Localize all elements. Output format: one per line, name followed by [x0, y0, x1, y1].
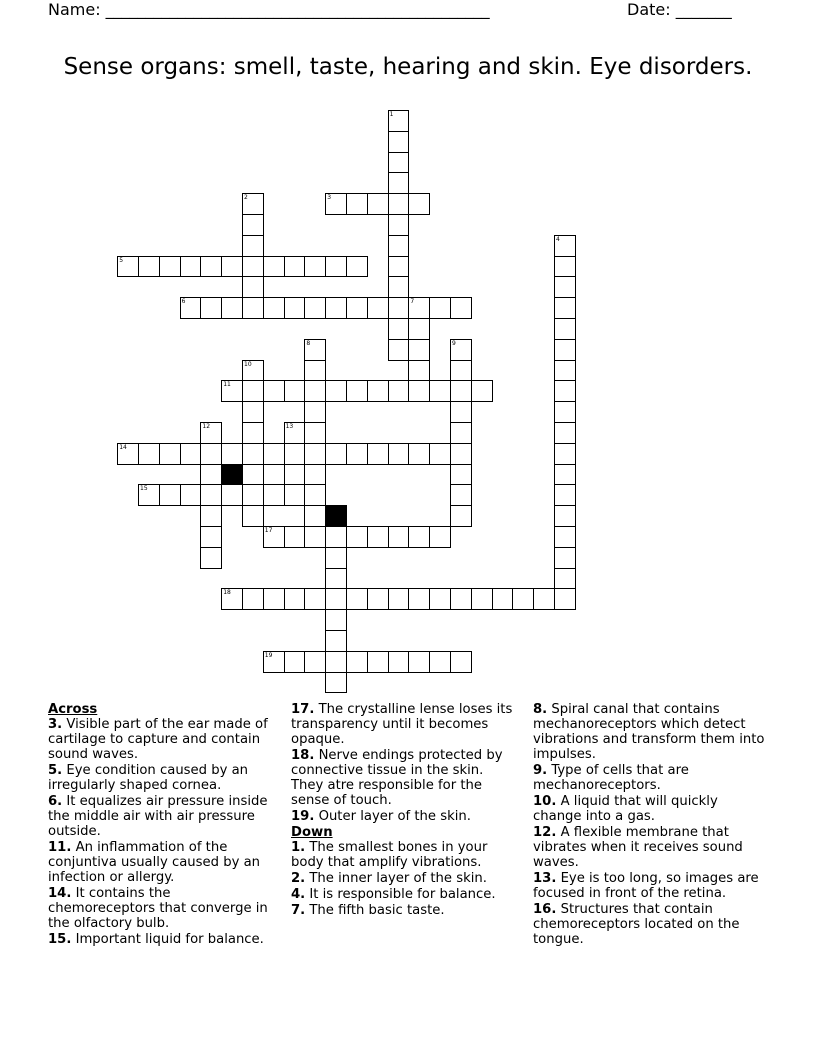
answer-cell[interactable]: [284, 588, 306, 610]
answer-cell[interactable]: [450, 505, 472, 527]
answer-cell[interactable]: [554, 360, 576, 382]
clue-item-number: 11.: [48, 840, 72, 855]
answer-cell[interactable]: [346, 380, 368, 402]
clue-number: 1: [389, 111, 394, 118]
answer-cell[interactable]: [388, 297, 410, 319]
answer-cell[interactable]: [388, 110, 410, 132]
answer-cell[interactable]: [200, 505, 222, 527]
answer-cell[interactable]: [388, 172, 410, 194]
answer-cell[interactable]: [429, 526, 451, 548]
clue-number: 6: [181, 298, 186, 306]
clue-number: 13: [285, 423, 294, 430]
answer-cell[interactable]: [263, 464, 285, 486]
answer-cell[interactable]: [408, 443, 430, 465]
answer-cell[interactable]: [221, 588, 243, 610]
answer-cell[interactable]: [242, 401, 264, 423]
answer-cell[interactable]: [117, 443, 139, 465]
clue-item-text: Eye is too long, so images are focused in front of the retina.: [533, 871, 759, 901]
clue-item: [291, 840, 519, 870]
clue-item-text: The inner layer of the skin.: [305, 871, 487, 886]
answer-cell[interactable]: [284, 380, 306, 402]
answer-cell[interactable]: [284, 484, 306, 506]
answer-cell[interactable]: [471, 380, 493, 402]
answer-cell[interactable]: [284, 464, 306, 486]
answer-cell[interactable]: [284, 651, 306, 673]
answer-cell[interactable]: [263, 297, 285, 319]
answer-cell[interactable]: [429, 443, 451, 465]
answer-cell[interactable]: [242, 235, 264, 257]
answer-cell[interactable]: [242, 297, 264, 319]
across-clue-list: [48, 717, 276, 947]
clue-number: 16: [327, 506, 335, 514]
answer-cell[interactable]: [554, 464, 576, 486]
clue-item-text: The crystalline lense loses its transparency until it becomes opaque.: [291, 702, 513, 747]
answer-cell[interactable]: [408, 526, 430, 548]
answer-cell[interactable]: [304, 651, 326, 673]
answer-cell[interactable]: [554, 422, 576, 444]
answer-cell[interactable]: [242, 276, 264, 298]
clue-item-text: A flexible membrane that vibrates when it receives sound waves.: [533, 825, 743, 870]
answer-cell[interactable]: [388, 256, 410, 278]
clue-item-text: Eye condition caused by an irregularly shaped cornea.: [48, 763, 249, 793]
clue-item: [533, 871, 765, 901]
answer-cell[interactable]: [304, 526, 326, 548]
answer-cell[interactable]: [242, 464, 264, 486]
clue-item-number: 6.: [48, 794, 63, 809]
answer-cell[interactable]: [304, 401, 326, 423]
clue-item: [291, 887, 519, 902]
answer-cell[interactable]: [429, 651, 451, 673]
clue-item-number: 14.: [48, 886, 72, 901]
name-field-line[interactable]: Name: ________________________________________________: [48, 0, 490, 19]
answer-cell[interactable]: [200, 464, 222, 486]
clue-item-text: It is responsible for balance.: [305, 887, 496, 902]
answer-cell[interactable]: [450, 380, 472, 402]
answer-cell[interactable]: [346, 651, 368, 673]
clue-number: 8: [306, 339, 311, 347]
clue-item: [48, 717, 276, 762]
answer-cell[interactable]: [242, 380, 264, 402]
answer-cell[interactable]: [304, 297, 326, 319]
black-square: [221, 464, 243, 486]
answer-cell[interactable]: [554, 443, 576, 465]
clue-item: [291, 809, 519, 824]
answer-cell[interactable]: [221, 443, 243, 465]
answer-cell[interactable]: [263, 484, 285, 506]
clue-item-text: Type of cells that are mechanoreceptors.: [533, 763, 689, 793]
answer-cell[interactable]: [304, 443, 326, 465]
answer-cell[interactable]: [388, 131, 410, 153]
answer-cell[interactable]: [263, 380, 285, 402]
answer-cell[interactable]: [346, 526, 368, 548]
answer-cell[interactable]: [450, 422, 472, 444]
answer-cell[interactable]: [221, 380, 243, 402]
answer-cell[interactable]: [159, 256, 181, 278]
answer-cell[interactable]: [346, 193, 368, 215]
clue-item: [291, 903, 519, 918]
clue-item-number: 17.: [291, 702, 315, 717]
clue-item-number: 10.: [533, 794, 557, 809]
clue-number: 3: [327, 194, 332, 202]
clue-item-text: Structures that contain chemoreceptors located on the tongue.: [533, 902, 740, 947]
answer-cell[interactable]: [325, 547, 347, 569]
clue-item-text: The smallest bones in your body that amplify vibrations.: [291, 840, 488, 870]
clue-item-number: 5.: [48, 763, 63, 778]
clue-number: 2: [244, 194, 248, 202]
answer-cell[interactable]: [325, 193, 347, 215]
clues-column-3: [533, 702, 765, 948]
answer-cell[interactable]: [388, 339, 410, 361]
clue-number: 5: [119, 256, 124, 264]
date-field-line[interactable]: Date: _______: [627, 0, 732, 19]
answer-cell[interactable]: [200, 256, 222, 278]
clue-item-text: Visible part of the ear made of cartilage to capture and contain sound waves.: [48, 717, 268, 762]
answer-cell[interactable]: [346, 297, 368, 319]
answer-cell[interactable]: [242, 214, 264, 236]
answer-cell[interactable]: [304, 339, 326, 361]
answer-cell[interactable]: [200, 547, 222, 569]
clue-item: [291, 871, 519, 886]
answer-cell[interactable]: [554, 256, 576, 278]
answer-cell[interactable]: [263, 256, 285, 278]
answer-cell[interactable]: [554, 401, 576, 423]
answer-cell[interactable]: [388, 526, 410, 548]
answer-cell[interactable]: [408, 297, 430, 319]
answer-cell[interactable]: [325, 651, 347, 673]
clue-item-text: The fifth basic taste.: [305, 903, 445, 918]
clue-number: 17: [264, 527, 273, 534]
answer-cell[interactable]: [200, 484, 222, 506]
answer-cell[interactable]: [346, 588, 368, 610]
answer-cell[interactable]: [304, 505, 326, 527]
clue-item: [291, 702, 519, 747]
answer-cell[interactable]: [200, 297, 222, 319]
clue-number: 18: [223, 589, 231, 597]
clue-item-text: Important liquid for balance.: [71, 932, 264, 947]
answer-cell[interactable]: [388, 443, 410, 465]
clue-item-number: 18.: [291, 748, 315, 763]
page-title: Sense organs: smell, taste, hearing and skin. Eye disorders.: [63, 54, 753, 80]
clue-item-number: 15.: [48, 932, 72, 947]
answer-cell[interactable]: [429, 380, 451, 402]
answer-cell[interactable]: [159, 484, 181, 506]
clue-number: 10: [244, 360, 252, 368]
answer-cell[interactable]: [388, 318, 410, 340]
black-square: [325, 505, 347, 527]
clue-item: [533, 794, 765, 824]
answer-cell[interactable]: [200, 443, 222, 465]
clue-item-number: 2.: [291, 871, 306, 886]
clue-item-text: It contains the chemoreceptors that converge in the olfactory bulb.: [48, 886, 268, 931]
answer-cell[interactable]: [242, 422, 264, 444]
clue-number: 12: [202, 423, 211, 430]
answer-cell[interactable]: [367, 193, 389, 215]
answer-cell[interactable]: [388, 235, 410, 257]
clue-item-number: 1.: [291, 840, 306, 855]
answer-cell[interactable]: [450, 360, 472, 382]
answer-cell[interactable]: [138, 443, 160, 465]
answer-cell[interactable]: [554, 505, 576, 527]
clue-item-number: 7.: [291, 903, 306, 918]
answer-cell[interactable]: [242, 193, 264, 215]
clue-number: 14: [119, 443, 127, 451]
answer-cell[interactable]: [325, 630, 347, 652]
clue-item: [533, 902, 765, 947]
answer-cell[interactable]: [554, 339, 576, 361]
clue-item-text: It equalizes air pressure inside the middle air with air pressure outside.: [48, 794, 268, 839]
clue-item-text: Nerve endings protected by connective tissue in the skin. They atre responsible for the sense of touch.: [291, 748, 503, 808]
answer-cell[interactable]: [554, 297, 576, 319]
answer-cell[interactable]: [242, 588, 264, 610]
answer-cell[interactable]: [554, 547, 576, 569]
answer-cell[interactable]: [492, 588, 514, 610]
answer-cell[interactable]: [346, 256, 368, 278]
answer-cell[interactable]: [408, 360, 430, 382]
clue-item-number: 8.: [533, 702, 548, 717]
answer-cell[interactable]: [325, 443, 347, 465]
clue-item: [291, 748, 519, 808]
answer-cell[interactable]: [263, 526, 285, 548]
across-clue-list-continued: [291, 702, 519, 824]
answer-cell[interactable]: [450, 651, 472, 673]
clue-item-number: 9.: [533, 763, 548, 778]
clue-item-number: 19.: [291, 809, 315, 824]
answer-cell[interactable]: [200, 526, 222, 548]
answer-cell[interactable]: [512, 588, 534, 610]
clue-item: [533, 702, 765, 762]
clue-item-text: Spiral canal that contains mechanoreceptors which detect vibrations and transform them into impulses.: [533, 702, 765, 762]
answer-cell[interactable]: [304, 422, 326, 444]
answer-cell[interactable]: [450, 443, 472, 465]
answer-cell[interactable]: [367, 443, 389, 465]
answer-cell[interactable]: [388, 651, 410, 673]
answer-cell[interactable]: [263, 588, 285, 610]
answer-cell[interactable]: [554, 318, 576, 340]
answer-cell[interactable]: [388, 152, 410, 174]
answer-cell[interactable]: [450, 484, 472, 506]
answer-cell[interactable]: [242, 360, 264, 382]
answer-cell[interactable]: [180, 443, 202, 465]
clue-item-number: 16.: [533, 902, 557, 917]
answer-cell[interactable]: [408, 380, 430, 402]
answer-cell[interactable]: [304, 256, 326, 278]
answer-cell[interactable]: [388, 214, 410, 236]
answer-cell[interactable]: [242, 256, 264, 278]
answer-cell[interactable]: [554, 526, 576, 548]
answer-cell[interactable]: [450, 588, 472, 610]
answer-cell[interactable]: [554, 235, 576, 257]
clue-item: [48, 840, 276, 885]
clue-item-number: 4.: [291, 887, 306, 902]
clue-number: 7: [410, 298, 415, 306]
answer-cell[interactable]: [304, 464, 326, 486]
down-heading: Down: [291, 825, 333, 840]
clue-item-text: Outer layer of the skin.: [314, 809, 471, 824]
answer-cell[interactable]: [117, 256, 139, 278]
answer-cell[interactable]: [325, 380, 347, 402]
answer-cell[interactable]: [533, 588, 555, 610]
answer-cell[interactable]: [221, 256, 243, 278]
answer-cell[interactable]: [159, 443, 181, 465]
clue-item-number: 13.: [533, 871, 557, 886]
answer-cell[interactable]: [221, 297, 243, 319]
clue-item: [48, 932, 276, 947]
clue-number: 11: [223, 381, 231, 389]
across-heading: Across: [48, 702, 98, 717]
clues-column-2: [291, 702, 519, 919]
answer-cell[interactable]: [138, 256, 160, 278]
answer-cell[interactable]: [180, 484, 202, 506]
answer-cell[interactable]: [554, 276, 576, 298]
answer-cell[interactable]: [367, 526, 389, 548]
clue-item-text: An inflammation of the conjuntiva usually caused by an infection or allergy.: [48, 840, 261, 885]
answer-cell[interactable]: [450, 339, 472, 361]
answer-cell[interactable]: [408, 588, 430, 610]
answer-cell[interactable]: [408, 193, 430, 215]
answer-cell[interactable]: [180, 256, 202, 278]
answer-cell[interactable]: [367, 297, 389, 319]
answer-cell[interactable]: [388, 588, 410, 610]
answer-cell[interactable]: [367, 380, 389, 402]
answer-cell[interactable]: [325, 297, 347, 319]
answer-cell[interactable]: [554, 380, 576, 402]
answer-cell[interactable]: [304, 484, 326, 506]
answer-cell[interactable]: [450, 401, 472, 423]
answer-cell[interactable]: [242, 443, 264, 465]
answer-cell[interactable]: [450, 464, 472, 486]
answer-cell[interactable]: [138, 484, 160, 506]
clue-item-text: A liquid that will quickly change into a gas.: [533, 794, 718, 824]
answer-cell[interactable]: [554, 568, 576, 590]
answer-cell[interactable]: [325, 672, 347, 694]
answer-cell[interactable]: [471, 588, 493, 610]
answer-cell[interactable]: [325, 256, 347, 278]
answer-cell[interactable]: [554, 588, 576, 610]
answer-cell[interactable]: [367, 588, 389, 610]
answer-cell[interactable]: [325, 609, 347, 631]
clue-item-number: 3.: [48, 717, 63, 732]
answer-cell[interactable]: [284, 526, 306, 548]
answer-cell[interactable]: [304, 380, 326, 402]
answer-cell[interactable]: [450, 297, 472, 319]
answer-cell[interactable]: [284, 422, 306, 444]
answer-cell[interactable]: [304, 588, 326, 610]
down-clue-list: [291, 840, 519, 918]
answer-cell[interactable]: [408, 318, 430, 340]
down-clue-list-continued: [533, 702, 765, 947]
answer-cell[interactable]: [429, 297, 451, 319]
answer-cell[interactable]: [408, 651, 430, 673]
answer-cell[interactable]: [284, 256, 306, 278]
clue-number: 19: [264, 651, 273, 659]
clue-item: [533, 763, 765, 793]
answer-cell[interactable]: [388, 380, 410, 402]
answer-cell[interactable]: [242, 484, 264, 506]
clue-number: 4: [556, 235, 560, 243]
clue-item: [48, 886, 276, 931]
answer-cell[interactable]: [408, 339, 430, 361]
clue-item: [533, 825, 765, 870]
clue-item: [48, 763, 276, 793]
answer-cell[interactable]: [367, 651, 389, 673]
answer-cell[interactable]: [284, 297, 306, 319]
answer-cell[interactable]: [388, 193, 410, 215]
answer-cell[interactable]: [180, 297, 202, 319]
answer-cell[interactable]: [346, 443, 368, 465]
answer-cell[interactable]: [200, 422, 222, 444]
answer-cell[interactable]: [284, 443, 306, 465]
clue-item: [48, 794, 276, 839]
clue-number: 15: [140, 485, 148, 493]
answer-cell[interactable]: [242, 505, 264, 527]
answer-cell[interactable]: [263, 651, 285, 673]
answer-cell[interactable]: [325, 568, 347, 590]
answer-cell[interactable]: [325, 526, 347, 548]
clues-column-1: [48, 702, 276, 948]
answer-cell[interactable]: [554, 484, 576, 506]
answer-cell[interactable]: [429, 588, 451, 610]
clue-number: 9: [452, 339, 456, 347]
clue-item-number: 12.: [533, 825, 557, 840]
answer-cell[interactable]: [263, 443, 285, 465]
answer-cell[interactable]: [221, 484, 243, 506]
answer-cell[interactable]: [304, 360, 326, 382]
answer-cell[interactable]: [325, 588, 347, 610]
answer-cell[interactable]: [388, 276, 410, 298]
